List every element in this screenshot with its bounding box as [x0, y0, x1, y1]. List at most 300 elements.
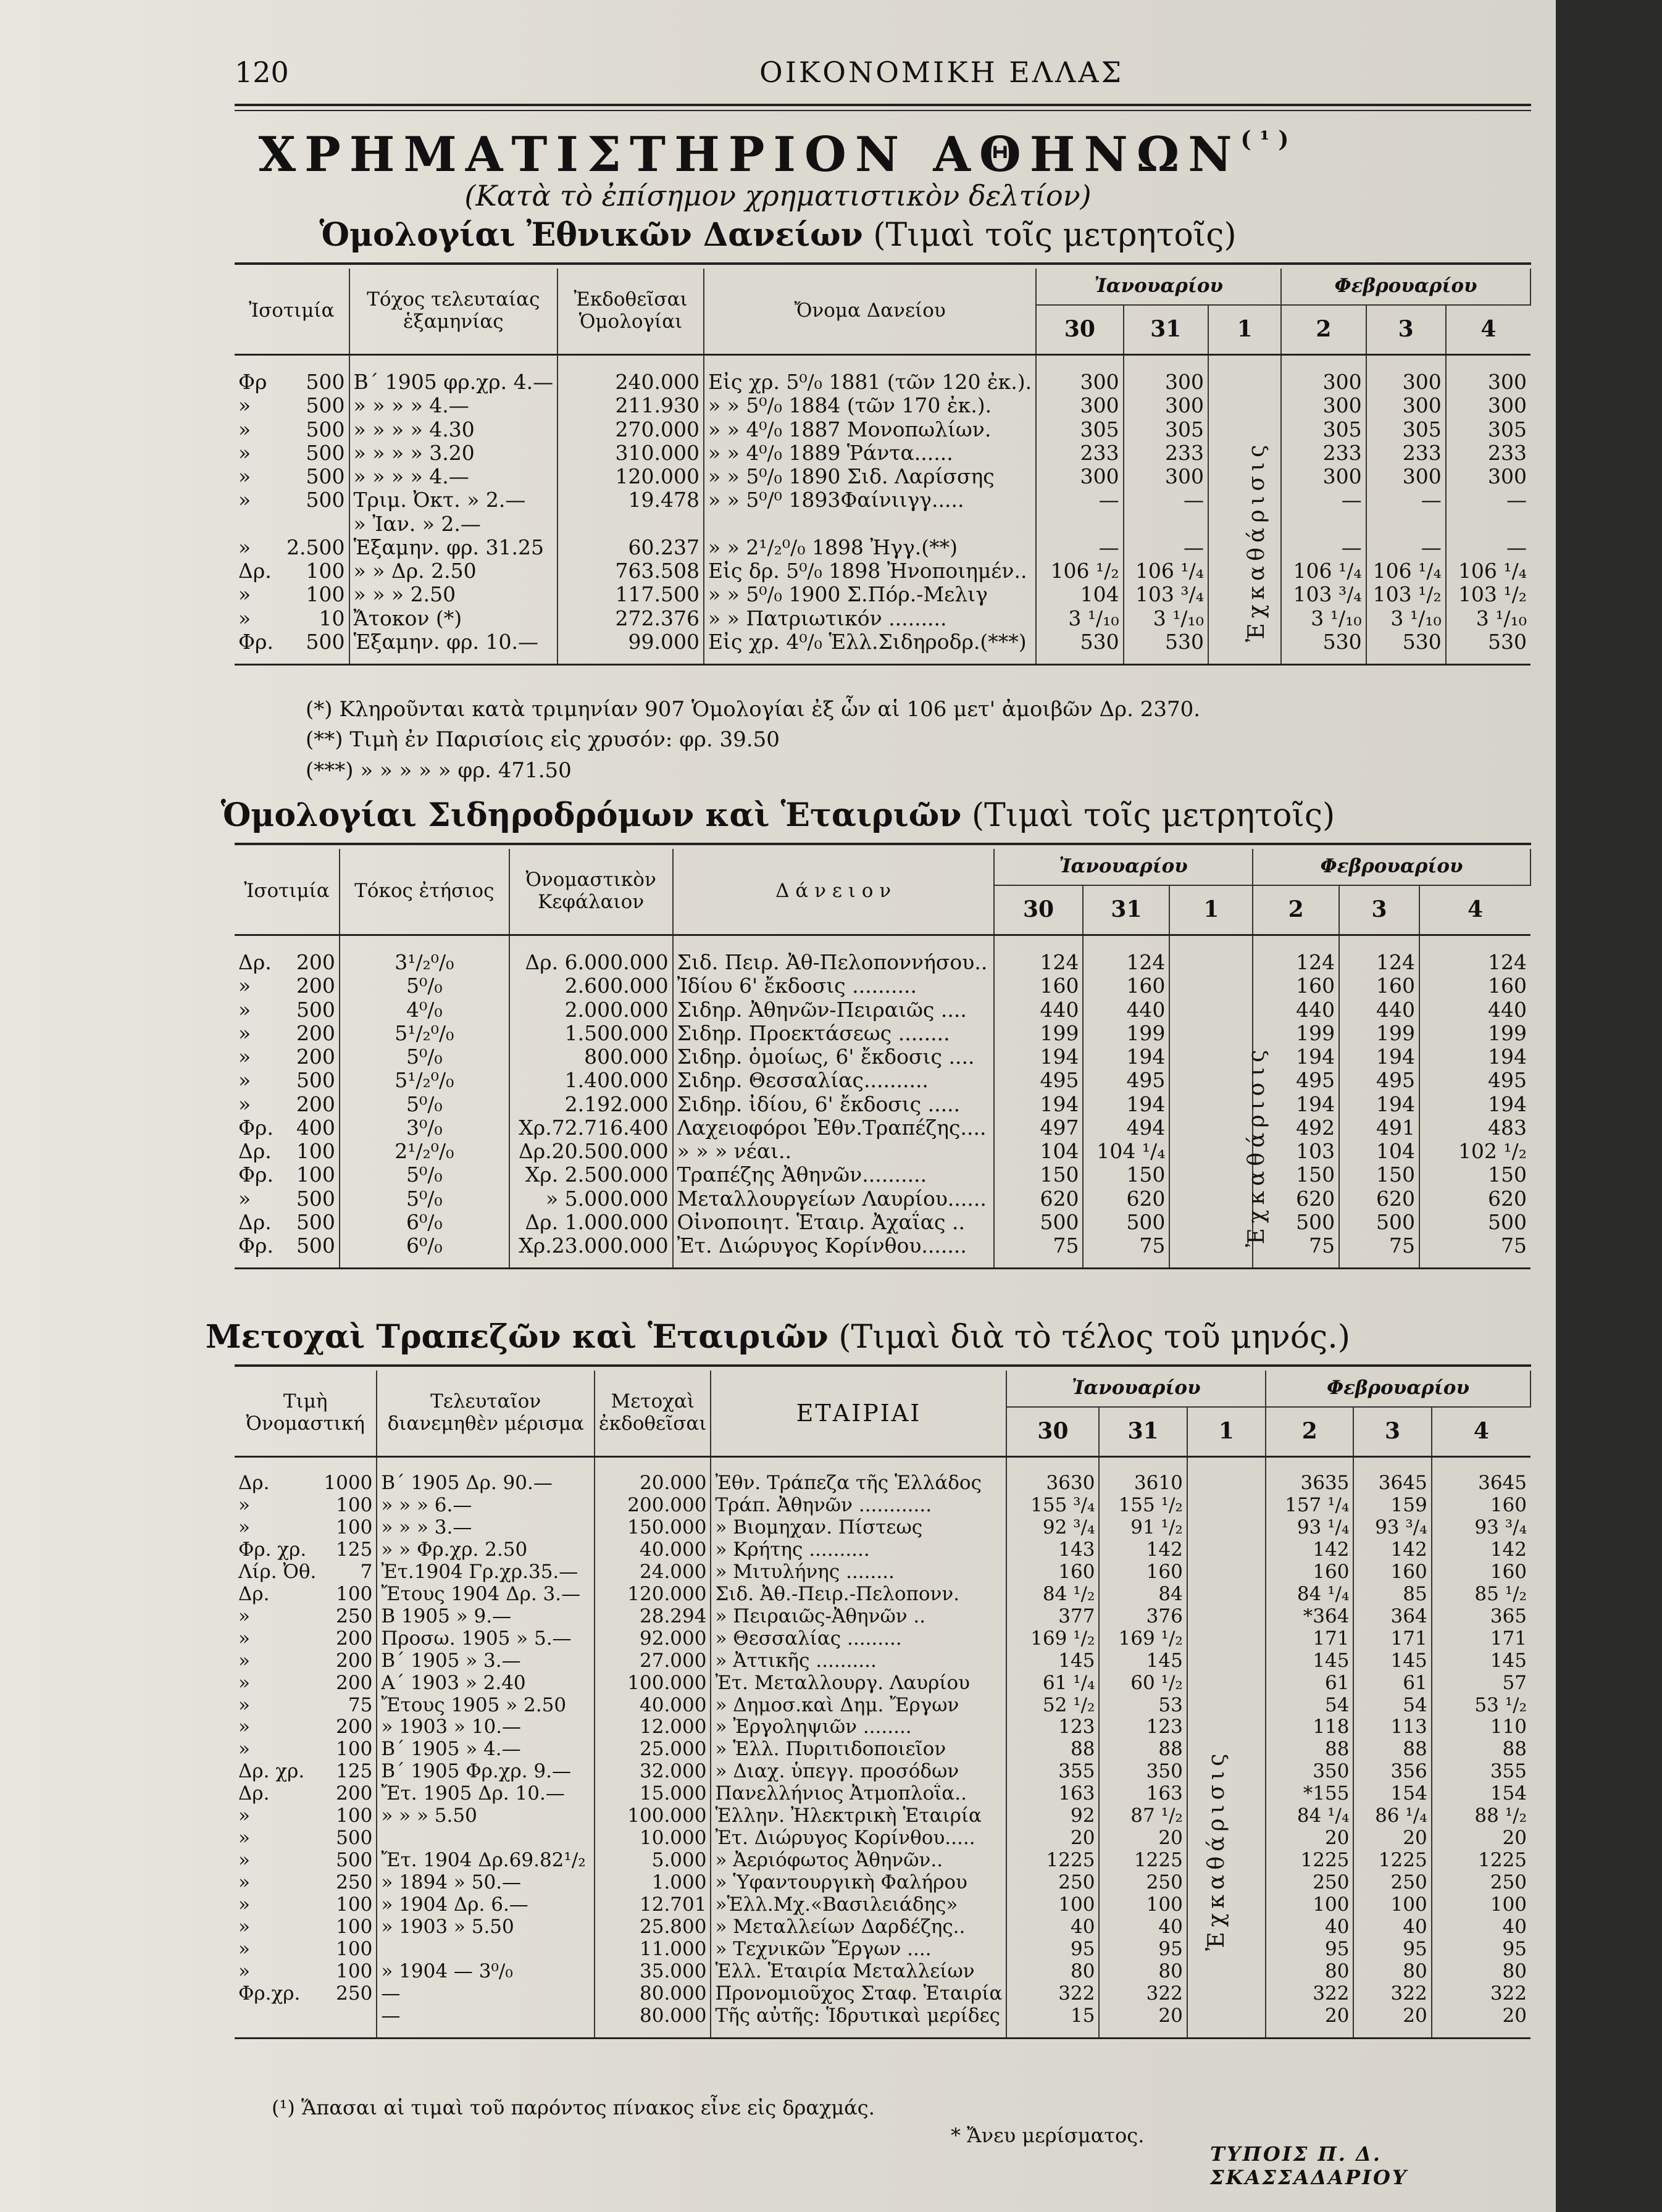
- cell-info: » Ἑλλ. Πυριτιδοποιεῖον: [711, 1738, 1006, 1761]
- cell-info: 92.000: [595, 1628, 711, 1650]
- day-2: 2: [1266, 1407, 1353, 1457]
- closed-day-cell: [1169, 1093, 1253, 1116]
- cell-info: 3¹/₂⁰/₀: [340, 935, 509, 975]
- cell-price: 350: [1266, 1761, 1353, 1783]
- cell-price: 233: [1036, 441, 1124, 465]
- cell-info: »: [238, 1805, 250, 1827]
- cell-info: Ἑλλην. Ἠλεκτρικὴ Ἑταιρία: [711, 1805, 1006, 1827]
- cell-info: Προσω. 1905 » 5.—: [377, 1628, 595, 1650]
- cell-price: 500: [1083, 1211, 1169, 1234]
- cell-info: Μεταλλουργείων Λαυρίου......: [673, 1187, 994, 1211]
- cell-info: 1000: [320, 1457, 377, 1495]
- cell-price: 305: [1281, 418, 1366, 441]
- table-row: [235, 1695, 1530, 1717]
- cell-info: 200: [284, 1093, 340, 1116]
- note-3: (***) » » » » » φρ. 471.50: [306, 758, 572, 783]
- cell-price: 160: [1266, 1561, 1353, 1584]
- table-row: [235, 394, 1530, 417]
- cell-info: » Ἀεριόφωτος Ἀθηνῶν..: [711, 1850, 1006, 1872]
- cell-info: 4⁰/₀: [340, 998, 509, 1022]
- closed-day-cell: [1187, 1457, 1266, 1495]
- cell-info: »: [238, 441, 251, 465]
- cell-price: 104: [1036, 583, 1124, 606]
- cell-price: 497: [994, 1116, 1084, 1140]
- cell-info: 763.508: [557, 559, 704, 583]
- cell-price: 199: [1339, 1022, 1419, 1045]
- table-row: [235, 1093, 1530, 1116]
- cell-info: Σιδ. Πειρ. Ἀθ-Πελοποννήσου..: [673, 935, 994, 975]
- cell-info: »: [238, 1894, 250, 1916]
- cell-price: 75: [1419, 1234, 1530, 1269]
- cell-info: » Βιομηχαν. Πίστεως: [711, 1517, 1006, 1539]
- cell-price: 1225: [1266, 1850, 1353, 1872]
- table-row: [235, 1628, 1530, 1650]
- cell-info: [377, 1827, 595, 1850]
- cell-info: Τῆς αὐτῆς: Ἱδρυτικαὶ μερίδες: [711, 2005, 1006, 2038]
- day-2: 2: [1281, 305, 1366, 355]
- cell-info: »: [238, 1650, 250, 1672]
- cell-price: 155 ¹/₂: [1099, 1495, 1187, 1517]
- closed-day-cell: [1169, 1045, 1253, 1069]
- cell-price: 84 ¹/₄: [1266, 1584, 1353, 1606]
- cell-price: 194: [1488, 1045, 1527, 1069]
- table-row: [235, 1783, 1530, 1805]
- cell-price: 103 ³/₄: [1124, 583, 1208, 606]
- cell-price: 250: [1006, 1872, 1099, 1894]
- cell-price: —: [1281, 488, 1366, 512]
- cell-price: 233: [1366, 441, 1446, 465]
- cell-price: 250: [1353, 1872, 1431, 1894]
- cell-info: »: [238, 1694, 250, 1716]
- cell-price: 102 ¹/₂: [1458, 1140, 1527, 1164]
- cell-info: » » » » 4.30: [349, 418, 558, 441]
- cell-price: 194: [1083, 1093, 1169, 1116]
- cell-price: 84: [1099, 1584, 1187, 1606]
- cell-price: 495: [1083, 1069, 1169, 1092]
- cell-price: 3 ¹/₁₀: [1036, 607, 1124, 630]
- cell-info: Ἔτ. 1905 Δρ. 10.—: [377, 1783, 595, 1805]
- cell-price: 194: [1253, 1093, 1339, 1116]
- cell-info: »: [238, 535, 251, 559]
- cell-info: 200: [284, 1045, 340, 1069]
- day-3: 3: [1353, 1407, 1431, 1457]
- cell-info: »: [238, 583, 251, 607]
- cell-price: 171: [1353, 1628, 1431, 1650]
- cell-info: » Ὑφαντουργικὴ Φαλήρου: [711, 1872, 1006, 1894]
- cell-info: Δρ. χρ.: [238, 1761, 305, 1783]
- day-1: 1: [1169, 885, 1253, 935]
- cell-price: 322: [1490, 1982, 1527, 2005]
- cell-info: 500: [284, 1211, 340, 1234]
- cell-price: 171: [1266, 1628, 1353, 1650]
- cell-price: 155 ³/₄: [1006, 1495, 1099, 1517]
- table-row: [235, 1961, 1530, 1983]
- table-row: [235, 1517, 1530, 1539]
- table-row: [235, 1187, 1530, 1211]
- cell-price: 300: [1281, 465, 1366, 488]
- cell-info: »: [238, 1045, 251, 1069]
- page-edge: [1556, 0, 1662, 2212]
- cell-info: Ἑξαμην. φρ. 10.—: [349, 630, 558, 665]
- cell-price: 620: [1339, 1187, 1419, 1211]
- cell-price: 376: [1099, 1606, 1187, 1628]
- cell-price: 118: [1266, 1716, 1353, 1738]
- cell-info: 125: [320, 1539, 377, 1561]
- cell-info: 1.400.000: [509, 1069, 673, 1092]
- table-row: [235, 583, 1530, 606]
- cell-price: 194: [1083, 1045, 1169, 1069]
- cell-price: 145: [1490, 1650, 1527, 1672]
- cell-price: 103 ¹/₂: [1458, 583, 1527, 607]
- closed-day-cell: [1169, 1022, 1253, 1045]
- cell-info: »: [238, 417, 251, 441]
- table-row: [235, 559, 1530, 583]
- cell-info: 100: [283, 559, 349, 583]
- col-header-nominal-capital: Ὀνομαστικὸν Κεφάλαιον: [509, 849, 673, 935]
- cell-info: 5⁰/₀: [340, 1163, 509, 1187]
- cell-price: 91 ¹/₂: [1099, 1517, 1187, 1539]
- cell-price: 160: [1490, 1561, 1527, 1583]
- cell-info: 25.800: [595, 1916, 711, 1939]
- cell-info: 5⁰/₀: [340, 1093, 509, 1116]
- closed-day-cell: [1169, 1234, 1253, 1269]
- cell-info: 500: [284, 1069, 340, 1092]
- cell-info: 500: [283, 465, 349, 488]
- cell-info: » Μιτυλήνης ........: [711, 1561, 1006, 1584]
- cell-info: Φρ. χρ.: [238, 1538, 307, 1561]
- cell-info: 100: [320, 1584, 377, 1606]
- cell-price: 20: [1502, 1827, 1527, 1850]
- cell-info: 500: [284, 1234, 340, 1269]
- cell-info: Ἄτοκον (*): [349, 607, 558, 630]
- month-february: Φεβρουαρίου: [1281, 269, 1530, 305]
- cell-info: 40.000: [595, 1695, 711, 1717]
- cell-price: 150: [1253, 1163, 1339, 1187]
- cell-info: 117.500: [557, 583, 704, 606]
- cell-price: 495: [1339, 1069, 1419, 1092]
- cell-info: 100.000: [595, 1672, 711, 1695]
- cell-info: 1.000: [595, 1872, 711, 1894]
- col-header-loan: Δ ά ν ε ι ο ν: [673, 849, 994, 935]
- cell-info: 12.701: [595, 1894, 711, 1916]
- cell-info: 100: [320, 1894, 377, 1916]
- day-30: 30: [994, 885, 1084, 935]
- table-row: [235, 1939, 1530, 1961]
- cell-info: 100.000: [595, 1805, 711, 1827]
- cell-price: 169 ¹/₂: [1099, 1628, 1187, 1650]
- cell-price: 20: [1266, 2005, 1353, 2038]
- closed-day-cell: [1169, 1140, 1253, 1163]
- month-january: Ἰανουαρίου: [994, 849, 1253, 885]
- closed-day-cell: [1169, 1211, 1253, 1234]
- cell-info: » 5.000.000: [509, 1187, 673, 1211]
- table-row: [235, 974, 1530, 998]
- footnote: (¹) Ἅπασαι αἱ τιμαὶ τοῦ παρόντος πίνακος εἶνε εἰς δραχμάς.: [272, 2096, 875, 2119]
- cell-info: 25.000: [595, 1738, 711, 1761]
- cell-info: »: [238, 1069, 251, 1093]
- section-1-title: Ὁμολογίαι Ἐθνικῶν Δανείων (Τιμαὶ τοῖς μετρητοῖς): [319, 216, 1237, 254]
- day-30: 30: [1036, 305, 1124, 355]
- day-31: 31: [1124, 305, 1208, 355]
- table-row: [235, 488, 1530, 512]
- cell-price: 169 ¹/₂: [1006, 1628, 1099, 1650]
- cell-info: 3⁰/₀: [340, 1116, 509, 1140]
- closed-day-cell: [1187, 1606, 1266, 1628]
- cell-price: 113: [1353, 1716, 1431, 1738]
- cell-info: 500: [283, 418, 349, 441]
- cell-price: 194: [1339, 1093, 1419, 1116]
- cell-info: —: [377, 2005, 595, 2038]
- cell-info: 6⁰/₀: [340, 1234, 509, 1269]
- table-row: [235, 441, 1530, 465]
- national-loans-table: [235, 269, 1531, 666]
- cell-info: 800.000: [509, 1045, 673, 1069]
- cell-price: 300: [1281, 355, 1366, 394]
- day-2: 2: [1253, 885, 1339, 935]
- cell-price: 3 ¹/₁₀: [1366, 607, 1446, 630]
- cell-price: 20: [1099, 1827, 1187, 1850]
- cell-price: 530: [1036, 630, 1124, 665]
- cell-price: 106 ¹/₂: [1036, 559, 1124, 583]
- cell-info: 27.000: [595, 1650, 711, 1672]
- cell-info: » » » 3.—: [377, 1517, 595, 1539]
- cell-price: 250: [1490, 1872, 1527, 1894]
- cell-price: 199: [994, 1022, 1084, 1045]
- closed-day-cell: [1187, 1495, 1266, 1517]
- cell-info: »: [238, 1939, 250, 1961]
- table-row: [235, 1672, 1530, 1695]
- cell-info: 40.000: [595, 1539, 711, 1561]
- closed-day-cell: [1169, 1163, 1253, 1187]
- day-31: 31: [1099, 1407, 1187, 1457]
- cell-info: [235, 512, 283, 536]
- cell-info: Φρ: [238, 370, 267, 394]
- table-row: [235, 1850, 1530, 1872]
- cell-info: 500: [283, 394, 349, 417]
- cell-info: Προνομιοῦχος Σταφ. Ἑταιρία: [711, 1983, 1006, 2005]
- closed-day-cell: [1169, 974, 1253, 998]
- cell-price: 100: [1006, 1894, 1099, 1916]
- day-4: 4: [1446, 305, 1530, 355]
- cell-info: 500: [283, 441, 349, 465]
- cell-price: 300: [1488, 394, 1527, 418]
- col-header-issued: Ἐκδοθεῖσαι Ὁμολογίαι: [557, 269, 704, 355]
- cell-info: 28.294: [595, 1606, 711, 1628]
- table-row: [235, 1069, 1530, 1092]
- cell-price: 100: [1490, 1894, 1527, 1916]
- cell-price: 54: [1266, 1695, 1353, 1717]
- cell-info: 200: [284, 935, 340, 975]
- cell-price: 87 ¹/₂: [1099, 1805, 1187, 1827]
- cell-price: 500: [1253, 1211, 1339, 1234]
- cell-info: »: [238, 465, 251, 489]
- cell-price: 300: [1488, 465, 1527, 489]
- cell-info: 5.000: [595, 1850, 711, 1872]
- cell-price: 142: [1353, 1539, 1431, 1561]
- cell-info: Ἔτους 1905 » 2.50: [377, 1695, 595, 1717]
- cell-info: »: [238, 974, 251, 998]
- cell-info: Δρ.: [238, 1210, 272, 1234]
- cell-price: 305: [1488, 417, 1527, 441]
- cell-info: » » 4⁰/₀ 1889 Ῥάντα......: [704, 441, 1036, 465]
- cell-info: 200: [320, 1650, 377, 1672]
- cell-price: 620: [994, 1187, 1084, 1211]
- cell-price: 80: [1099, 1961, 1187, 1983]
- closed-day-cell: [1208, 355, 1281, 394]
- cell-price: 145: [1266, 1650, 1353, 1672]
- cell-info: 2.000.000: [509, 998, 673, 1022]
- cell-price: 124: [1339, 935, 1419, 975]
- cell-price: 80: [1266, 1961, 1353, 1983]
- cell-price: 53 ¹/₂: [1474, 1694, 1527, 1716]
- cell-info: 500: [320, 1827, 377, 1850]
- day-3: 3: [1339, 885, 1419, 935]
- cell-price: 1225: [1099, 1850, 1187, 1872]
- cell-info: 2.500: [283, 536, 349, 559]
- cell-price: 300: [1036, 465, 1124, 488]
- cell-price: 322: [1099, 1983, 1187, 2005]
- closed-day-cell: [1169, 1069, 1253, 1092]
- cell-price: —: [1281, 536, 1366, 559]
- cell-price: 300: [1281, 394, 1366, 417]
- cell-info: Ἐθν. Τράπεζα τῆς Ἑλλάδος: [711, 1457, 1006, 1495]
- cell-info: 100: [320, 1916, 377, 1939]
- cell-price: 494: [1083, 1116, 1169, 1140]
- cell-info: » 1903 » 5.50: [377, 1916, 595, 1939]
- cell-info: »: [238, 1672, 250, 1694]
- cell-price: —: [1124, 536, 1208, 559]
- cell-info: Β΄ 1905 » 3.—: [377, 1650, 595, 1672]
- col-header-companies: ΕΤΑΙΡΙΑΙ: [711, 1371, 1006, 1457]
- cell-info: Εἰς δρ. 5⁰/₀ 1898 Ἠνοποιημέν..: [704, 559, 1036, 583]
- cell-price: 300: [1036, 355, 1124, 394]
- cell-price: —: [1366, 536, 1446, 559]
- cell-info: 200.000: [595, 1495, 711, 1517]
- cell-info: » Ἀττικῆς ..........: [711, 1650, 1006, 1672]
- cell-price: 154: [1490, 1783, 1527, 1805]
- cell-price: [1366, 512, 1446, 536]
- header-rule-thin: [235, 110, 1531, 111]
- cell-price: 20: [1353, 1827, 1431, 1850]
- cell-info: »: [238, 1960, 250, 1982]
- cell-price: 150: [1488, 1163, 1527, 1187]
- cell-info: Β 1905 » 9.—: [377, 1606, 595, 1628]
- cell-info: 200: [320, 1672, 377, 1695]
- cell-price: 440: [1083, 998, 1169, 1022]
- day-1: 1: [1208, 305, 1281, 355]
- cell-price: 300: [1366, 465, 1446, 488]
- cell-price: 20: [1099, 2005, 1187, 2038]
- cell-price: 88: [1266, 1738, 1353, 1761]
- cell-price: 199: [1253, 1022, 1339, 1045]
- cell-price: 355: [1006, 1761, 1099, 1783]
- section-1-rule: [235, 262, 1531, 265]
- table-row: [235, 1539, 1530, 1561]
- cell-price: 57: [1502, 1672, 1527, 1694]
- cell-price: 350: [1099, 1761, 1187, 1783]
- col-header-loan-name: Ὄνομα Δανείου: [704, 269, 1036, 355]
- cell-info: Τράπ. Ἀθηνῶν ............: [711, 1495, 1006, 1517]
- cell-info: »: [238, 394, 251, 418]
- cell-info: 250: [320, 1983, 377, 2005]
- cell-info: [283, 512, 349, 536]
- cell-price: 80: [1006, 1961, 1099, 1983]
- cell-info: 100: [284, 1140, 340, 1163]
- header-rule: [235, 104, 1531, 106]
- cell-info: » » 5⁰/₀ 1884 (τῶν 170 ἐκ.).: [704, 394, 1036, 417]
- cell-price: 160: [1006, 1561, 1099, 1584]
- cell-info: »: [238, 1516, 250, 1538]
- cell-price: 142: [1099, 1539, 1187, 1561]
- cell-price: 60 ¹/₂: [1099, 1672, 1187, 1695]
- cell-price: [1446, 512, 1530, 536]
- cell-info: Σιδηρ. Θεσσαλίας..........: [673, 1069, 994, 1092]
- cell-info: Β΄ 1905 φρ.χρ. 4.—: [349, 355, 558, 394]
- cell-info: 500: [283, 488, 349, 512]
- cell-price: 199: [1083, 1022, 1169, 1045]
- cell-info: Ἔτους 1904 Δρ. 3.—: [377, 1584, 595, 1606]
- cell-info: 500: [320, 1850, 377, 1872]
- closed-day-cell: [1169, 1116, 1253, 1140]
- day-4: 4: [1432, 1407, 1530, 1457]
- cell-info: »: [238, 1092, 251, 1116]
- table-row: [235, 1827, 1530, 1850]
- table-row: [235, 1140, 1530, 1163]
- col-header-last-dividend: Τελευταῖον διανεμηθὲν μέρισμα: [377, 1371, 595, 1457]
- cell-price: 305: [1036, 418, 1124, 441]
- cell-price: 123: [1099, 1716, 1187, 1738]
- cell-price: 364: [1353, 1606, 1431, 1628]
- cell-info: 2.600.000: [509, 974, 673, 998]
- cell-info: 200: [320, 1716, 377, 1738]
- cell-price: 124: [1488, 950, 1527, 974]
- table-row: [235, 1761, 1530, 1783]
- cell-price: 53: [1099, 1695, 1187, 1717]
- cell-price: 300: [1488, 370, 1527, 394]
- cell-info: » Πειραιῶς-Ἀθηνῶν ..: [711, 1606, 1006, 1628]
- cell-info: 100: [320, 1961, 377, 1983]
- cell-price: [1036, 512, 1124, 536]
- cell-price: 100: [1353, 1894, 1431, 1916]
- cell-price: 160: [1083, 974, 1169, 998]
- cell-info: 310.000: [557, 441, 704, 465]
- cell-price: 300: [1366, 355, 1446, 394]
- cell-price: 491: [1339, 1116, 1419, 1140]
- table-row: [235, 2005, 1530, 2038]
- cell-info: 500: [284, 1187, 340, 1211]
- cell-price: 106 ¹/₄: [1366, 559, 1446, 583]
- cell-price: 93 ¹/₄: [1266, 1517, 1353, 1539]
- month-january: Ἰανουαρίου: [1006, 1371, 1266, 1407]
- cell-info: 11.000: [595, 1939, 711, 1961]
- closed-day-cell: [1169, 935, 1253, 975]
- cell-price: 160: [1253, 974, 1339, 998]
- cell-price: 194: [1253, 1045, 1339, 1069]
- closed-day-cell: [1187, 1539, 1266, 1561]
- cell-info: 250: [320, 1872, 377, 1894]
- cell-info: » 1903 » 10.—: [377, 1716, 595, 1738]
- cell-info: Λίρ. Ὀθ.: [238, 1561, 317, 1583]
- cell-price: 92 ³/₄: [1006, 1517, 1099, 1539]
- cell-price: 300: [1036, 394, 1124, 417]
- section-3-rule: [235, 1364, 1531, 1367]
- table-row: [235, 1116, 1530, 1140]
- cell-info: [377, 1939, 595, 1961]
- cell-info: Φρ.: [238, 1163, 274, 1187]
- table-row: [235, 1650, 1530, 1672]
- cell-info: Φρ.: [235, 630, 283, 665]
- cell-price: 154: [1353, 1783, 1431, 1805]
